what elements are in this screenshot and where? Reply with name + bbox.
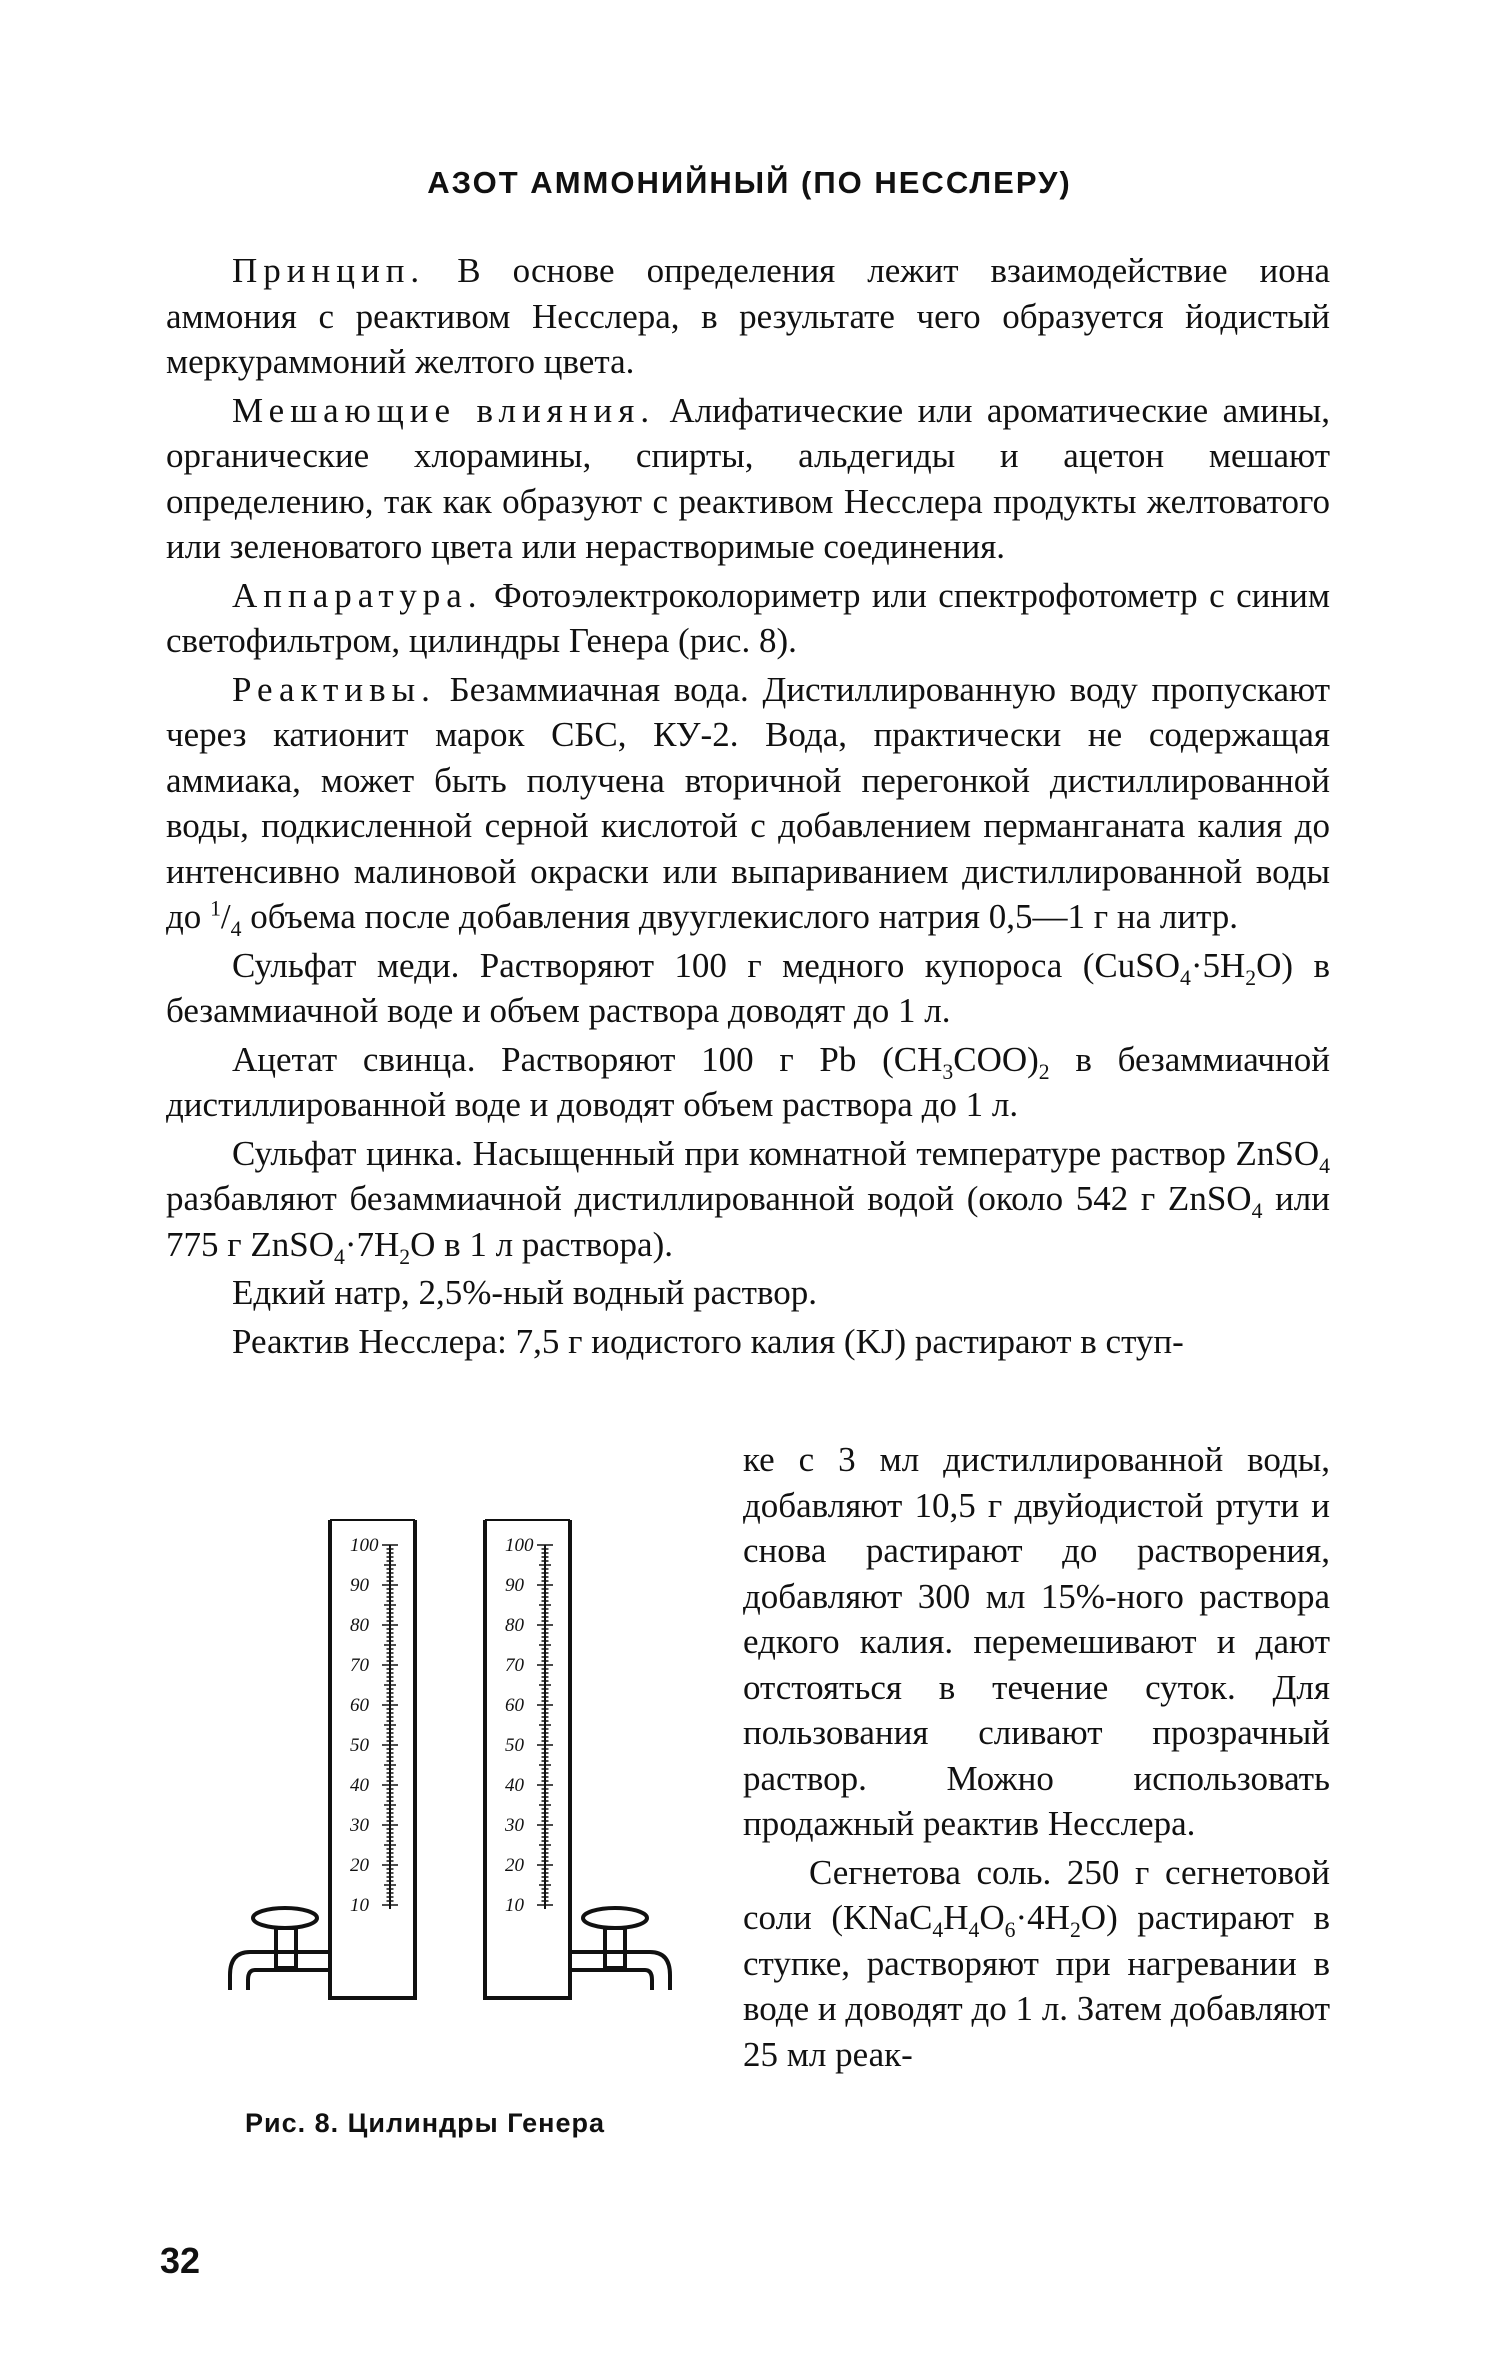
figure-caption: Рис. 8. Цилиндры Генера xyxy=(245,2108,605,2138)
flow-text xyxy=(743,1437,1330,2080)
cylinder-right-spout xyxy=(570,1952,670,1990)
scale-label-right: 80 xyxy=(505,1615,524,1636)
paragraph-zinc-sulfate: Сульфат цинка. Насыщенный при комнатной температуре раствор ZnSO$_4$ разбавляют безаммиачной дистиллированной водой (около 542 г ZnSO$_4$ или 775 г $ZnSO_4\cdot 7H_2O$ в 1 л раствора). xyxy=(166,1133,1330,1269)
section-head-reagents: Реактивы. xyxy=(232,669,436,709)
scale-label-right: 100 xyxy=(505,1535,534,1556)
scale-label-left: 30 xyxy=(350,1815,369,1836)
scale-label-right: 40 xyxy=(505,1775,524,1796)
section-head-interference: Мешающие влияния. xyxy=(232,390,656,430)
cylinder-left-spout xyxy=(230,1952,330,1990)
paragraph-nessler-start: Реактив Несслера: 7,5 г иодистого калия (KJ) растирают в ступ- xyxy=(232,1321,1184,1361)
scale-label-right: 50 xyxy=(505,1735,524,1756)
page-title: АЗОТ АММОНИЙНЫЙ (ПО НЕССЛЕРУ) xyxy=(427,165,1072,200)
paragraph-nessler-continued: ке с 3 мл дистиллированной воды, добавляют 10,5 г двуйодистой ртути и снова растирают до растворения, добавляют 300 мл 15%-ного раствора едкого калия. перемешивают и дают отстояться в течение суток. Для пользования сливают прозрачный раствор. Можно использовать продажный реактив Несслера. xyxy=(743,1440,1330,1843)
page-number: 32 xyxy=(160,2240,201,2281)
figure-hener-cylinders xyxy=(190,1500,690,2060)
scale-label-left: 60 xyxy=(350,1695,369,1716)
paragraph-copper-sulfate: Сульфат меди. Растворяют 100 г медного купороса $(CuSO_4\cdot 5H_2O)$ в безаммиачной воде и объем раствора доводят до 1 л. xyxy=(166,945,1330,1030)
scale-label-left: 100 xyxy=(350,1535,379,1556)
paragraph-apparatus: Аппаратура. Фотоэлектроколориметр или спектрофотометр с синим светофильтром, цилиндры Генера (рис. 8). xyxy=(166,575,1330,660)
scale-label-left: 40 xyxy=(350,1775,369,1796)
scale-label-right: 60 xyxy=(505,1695,524,1716)
paragraph-seignette: Сегнетова соль. 250 г сегнетовой соли $(KNaC_4H_4O_6\cdot 4H_2O)$ растирают в ступке, растворяют при нагревании в воде и доводят до 1 л. Затем добавляют 25 мл реак- xyxy=(743,1852,1330,2074)
cylinder-right-stopcock-knob xyxy=(583,1908,647,1928)
scale-label-right: 70 xyxy=(505,1655,524,1676)
cylinders-illustration xyxy=(190,1500,690,2060)
cylinder-left-body xyxy=(330,1520,415,1998)
cylinder-left-stopcock xyxy=(276,1928,296,1968)
cylinder-left-stopcock-knob xyxy=(253,1908,317,1928)
paragraph-sodium-hydroxide: Едкий натр, 2,5%-ный водный раствор. xyxy=(232,1273,817,1312)
scale-label-left: 10 xyxy=(350,1895,369,1916)
scale-label-right: 90 xyxy=(505,1575,524,1596)
cylinder-right-stopcock xyxy=(605,1928,625,1968)
scale-label-right: 30 xyxy=(505,1815,524,1836)
paragraph-interference: Мешающие влияния. Алифатические или ароматические амины, органические хлорамины, спирты, альдегиды и ацетон мешают определению, так как образуют с реактивом Несслера продукты желтоватого или зеленоватого цвета или нерастворимые соединения. xyxy=(166,390,1331,566)
scale-label-right: 20 xyxy=(505,1855,524,1876)
scale-label-left: 80 xyxy=(350,1615,369,1636)
paragraph-lead-acetate: Ацетат свинца. Растворяют 100 г Pb $(CH_3COO)_2$ в безаммиачной дистиллированной воде и доводят объем раствора до 1 л. xyxy=(166,1039,1330,1124)
cylinder-left xyxy=(230,1520,415,1998)
scale-label-left: 70 xyxy=(350,1655,369,1676)
scale-label-right: 10 xyxy=(505,1895,524,1916)
paragraph-reagents: Реактивы. Безаммиачная вода. Дистиллированную воду пропускают через катионит марок СБС, КУ-2. Вода, практически не содержащая аммиака, может быть получена вторичной перегонкой дистиллированной воды, подкисленной серной кислотой с добавлением перманганата калия до интенсивно малиновой окраски или выпариванием дистиллированной воды до $^1/_4$ объема после добавления двууглекислого натрия 0,5—1 г на литр. xyxy=(166,669,1330,941)
scale-label-left: 50 xyxy=(350,1735,369,1756)
body-text xyxy=(166,248,1330,1367)
section-head-apparatus: Аппаратура. xyxy=(232,575,483,615)
cylinder-right-body xyxy=(485,1520,570,1998)
section-head-principle: Принцип. xyxy=(232,251,426,290)
paragraph-principle: Принцип. В основе определения лежит взаимодействие иона аммония с реактивом Несслера, в результате чего образуется йодистый меркураммоний желтого цвета. xyxy=(166,251,1330,381)
scale-label-left: 90 xyxy=(350,1575,369,1596)
scale-label-left: 20 xyxy=(350,1855,369,1876)
